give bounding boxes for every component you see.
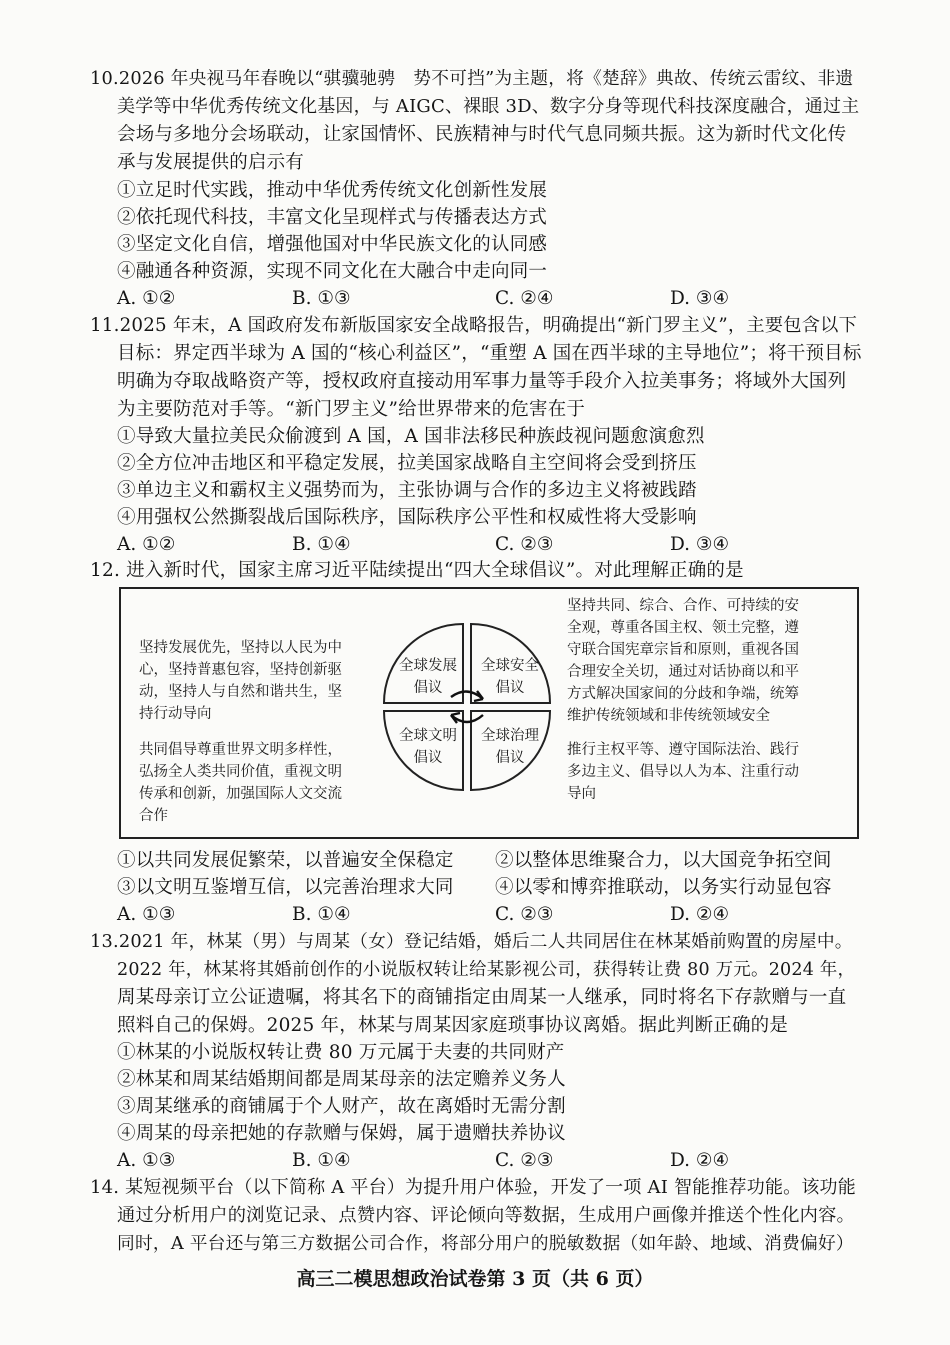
label-global-civilization (393, 725, 463, 769)
q11-option-1: ①导致大量拉美民众偷渡到 A 国，A 国非法移民种族歧视问题愈演愈烈 (117, 426, 705, 447)
label-global-governance (475, 725, 545, 769)
q12-choice-b: B. ①④ (292, 904, 351, 925)
q14-line-2: 通过分析用户的浏览记录、点赞内容、评论倾向等数据，生成用户画像并推送个性化内容。 (117, 1205, 855, 1226)
q12-choice-d: D. ②④ (670, 904, 730, 925)
q13-choice-c: C. ②③ (495, 1150, 554, 1171)
q13-choice-b: B. ①④ (292, 1150, 351, 1171)
sec-text-line: 维护传统领域和非传统领域安全 (567, 708, 770, 724)
q10-option-3: ③坚定文化自信，增强他国对中华民族文化的认同感 (117, 234, 548, 255)
q10-choice-d: D. ③④ (670, 288, 730, 309)
q13-option-4: ④周某的母亲把她的存款赠与保姆，属于遗赠扶养协议 (117, 1123, 566, 1144)
civ-initiative-text (139, 739, 342, 827)
q13-option-2: ②林某和周某结婚期间都是周某母亲的法定赡养义务人 (117, 1069, 566, 1090)
label-line: 倡议 (413, 750, 443, 766)
q10-choice-b: B. ①③ (292, 288, 351, 309)
sec-text-line: 全观，尊重各国主权、领土完整，遵 (567, 620, 799, 636)
gov-initiative-text (567, 739, 799, 805)
q10-line-4: 承与发展提供的启示有 (117, 152, 305, 173)
q10-option-4: ④融通各种资源，实现不同文化在大融合中走向同一 (117, 261, 548, 282)
gov-text-line: 导向 (567, 786, 596, 802)
dev-initiative-text (139, 637, 342, 725)
q11-option-3: ③单边主义和霸权主义强势而为，主张协调与合作的多边主义将被践踏 (117, 480, 697, 501)
sec-text-line: 坚持共同、综合、合作、可持续的安 (567, 598, 799, 614)
label-global-security (475, 655, 545, 699)
q11-line-4: 为主要防范对手等。“新门罗主义”给世界带来的危害在于 (117, 399, 586, 420)
q11-option-4: ④用强权公然撕裂战后国际秩序，国际秩序公平性和权威性将大受影响 (117, 507, 697, 528)
sec-text-line: 方式解决国家间的分歧和争端，统筹 (567, 686, 799, 702)
civ-text-line: 传承和创新，加强国际人文交流 (139, 786, 342, 802)
dev-text-line: 动，坚持人与自然和谐共生，坚 (139, 684, 342, 700)
q10-option-1: ①立足时代实践，推动中华优秀传统文化创新性发展 (117, 180, 548, 201)
sec-initiative-text (567, 595, 799, 727)
q13-choice-d: D. ②④ (670, 1150, 730, 1171)
q14-line-3: 同时，A 平台还与第三方数据公司合作，将部分用户的脱敏数据（如年龄、地域、消费偏好） (117, 1234, 854, 1254)
label-line: 倡议 (413, 680, 443, 696)
q11-choice-b: B. ①④ (292, 534, 351, 555)
q11-choice-d: D. ③④ (670, 534, 730, 555)
dev-text-line: 持行动导向 (139, 706, 212, 722)
q10-option-2: ②依托现代科技，丰富文化呈现样式与传播表达方式 (117, 207, 548, 228)
label-line: 全球治理 (481, 728, 539, 744)
q12-option-3: ③以文明互鉴增互信，以完善治理求大同 (117, 877, 454, 898)
q12-option-2: ②以整体思维聚合力，以大国竞争拓空间 (495, 850, 832, 871)
q11-line-3: 明确为夺取战略资产等，授权政府直接动用军事力量等手段介入拉美事务；将域外大国列 (117, 371, 847, 392)
q13-line-4: 照料自己的保姆。2025 年，林某与周某因家庭琐事协议离婚。据此判断正确的是 (117, 1015, 789, 1036)
q10-line-3: 会场与多地分会场联动，让家国情怀、民族精神与时代气息同频共振。这为新时代文化传 (117, 124, 847, 145)
q13-choice-a: A. ①③ (117, 1150, 176, 1171)
q10-choice-c: C. ②④ (495, 288, 554, 309)
civ-text-line: 弘扬全人类共同价值，重视文明 (139, 764, 342, 780)
label-line: 全球发展 (399, 658, 457, 674)
label-line: 全球安全 (481, 658, 539, 674)
q12-option-1: ①以共同发展促繁荣，以普遍安全保稳定 (117, 850, 454, 871)
label-line: 倡议 (495, 750, 525, 766)
label-global-development (393, 655, 463, 699)
page-footer: 高三二模思想政治试卷第 3 页（共 6 页） (296, 1268, 654, 1290)
q11-line-2: 目标：界定西半球为 A 国的“核心利益区”，“重塑 A 国在西半球的主导地位”；将干预目标 (117, 343, 862, 364)
q12-choice-a: A. ①③ (117, 904, 176, 925)
gov-text-line: 推行主权平等、遵守国际法治、践行 (567, 742, 799, 758)
q13-line-3: 周某母亲订立公证遗嘱，将其名下的商铺指定由周某一人继承，同时将名下存款赠与一直 (117, 987, 847, 1008)
q12-option-4: ④以零和博弈推联动，以务实行动显包容 (495, 877, 832, 898)
q11-option-2: ②全方位冲击地区和平稳定发展，拉美国家战略自主空间将会受到挤压 (117, 453, 697, 474)
sec-text-line: 守联合国宪章宗旨和原则，重视各国 (567, 642, 799, 658)
q12-choice-c: C. ②③ (495, 904, 554, 925)
four-initiatives-diagram (119, 587, 859, 839)
q14-line-1: 14. 某短视频平台（以下简称 A 平台）为提升用户体验，开发了一项 AI 智能推荐功能。该功能 (90, 1177, 856, 1198)
q13-option-1: ①林某的小说版权转让费 80 万元属于夫妻的共同财产 (117, 1042, 565, 1063)
label-line: 全球文明 (399, 728, 457, 744)
q13-line-2: 2022 年，林某将其婚前创作的小说版权转让给某影视公司，获得转让费 80 万元。2024 年， (117, 960, 856, 980)
q10-line-1: 10.2026 年央视马年春晚以“骐骥驰骋 势不可挡”为主题，将《楚辞》典故、传统云雷纹、非遗 (90, 69, 854, 89)
label-line: 倡议 (495, 680, 525, 696)
q10-choice-a: A. ①② (117, 288, 176, 309)
civ-text-line: 共同倡导尊重世界文明多样性， (139, 742, 342, 758)
q13-line-1: 13.2021 年，林某（男）与周某（女）登记结婚，婚后二人共同居住在林某婚前购置的房屋中。 (90, 932, 853, 952)
q11-line-1: 11.2025 年末，A 国政府发布新版国家安全战略报告，明确提出“新门罗主义”，主要包含以下 (90, 315, 858, 336)
dev-text-line: 心，坚持普惠包容，坚持创新驱 (139, 662, 342, 678)
q11-choice-c: C. ②③ (495, 534, 554, 555)
q12-stem: 12. 进入新时代，国家主席习近平陆续提出“四大全球倡议”。对此理解正确的是 (90, 560, 744, 581)
dev-text-line: 坚持发展优先，坚持以人民为中 (139, 640, 342, 656)
civ-text-line: 合作 (139, 808, 168, 824)
q11-choice-a: A. ①② (117, 534, 176, 555)
q13-option-3: ③周某继承的商铺属于个人财产，故在离婚时无需分割 (117, 1096, 566, 1117)
q10-line-2: 美学等中华优秀传统文化基因，与 AIGC、裸眼 3D、数字分身等现代科技深度融合，通过主 (117, 96, 860, 117)
sec-text-line: 合理安全关切，通过对话协商以和平 (567, 664, 799, 680)
gov-text-line: 多边主义、倡导以人为本、注重行动 (567, 764, 799, 780)
